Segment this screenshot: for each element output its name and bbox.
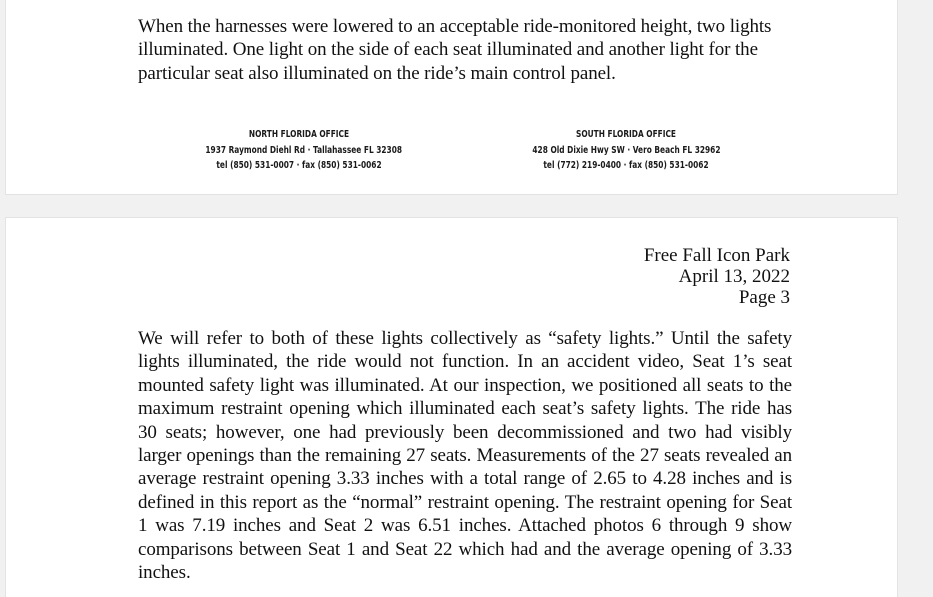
office-phone: tel (772) 219-0400 · fax (850) 531-0062: [543, 160, 709, 171]
body-paragraph: We will refer to both of these lights collectively as “safety lights.” Until the safety lights illuminated, the ride would not function. In an accident video, Seat 1’s seat mounted safety light was illuminated. At our inspection, we positioned all seats to the maximum restraint opening which illuminated each seat’s safety lights. The ride has 30 seats; however, one had previously been decommissioned and two had visibly larger openings than the remaining 27 seats. Measurements of the 27 seats revealed an average restraint opening 3.33 inches with a total range of 2.65 to 4.28 inches and is defined in this report as the “normal” restraint opening. The restraint opening for Seat 1 was 7.19 inches and Seat 2 was 6.51 inches. Attached photos 6 through 9 show comparisons between Seat 1 and Seat 22 which had and the average opening of 3.33 inches.: [138, 328, 792, 584]
office-title: NORTH FLORIDA OFFICE: [248, 129, 350, 140]
header-date: April 13, 2022: [678, 266, 790, 287]
body-paragraph: When the harnesses were lowered to an acceptable ride-monitored height, two lights illuminated. One light on the side of each seat illuminated and another light for the particular seat also illuminated on the ride’s main control panel.: [138, 16, 772, 84]
south-florida-office-block: [532, 127, 719, 174]
office-address: 428 Old Dixie Hwy SW · Vero Beach FL 32962: [532, 144, 721, 156]
header-page-number: Page 3: [738, 287, 790, 308]
office-address: 1937 Raymond Diehl Rd · Tallahassee FL 32308: [205, 144, 403, 156]
north-florida-office-block: [205, 127, 403, 174]
page-header: [644, 245, 790, 308]
page-3: [5, 217, 898, 597]
page-2: [5, 0, 898, 195]
office-phone: tel (850) 531-0007 · fax (850) 531-0062: [216, 160, 382, 171]
header-subject: Free Fall Icon Park: [643, 245, 790, 266]
office-title: SOUTH FLORIDA OFFICE: [576, 129, 676, 140]
